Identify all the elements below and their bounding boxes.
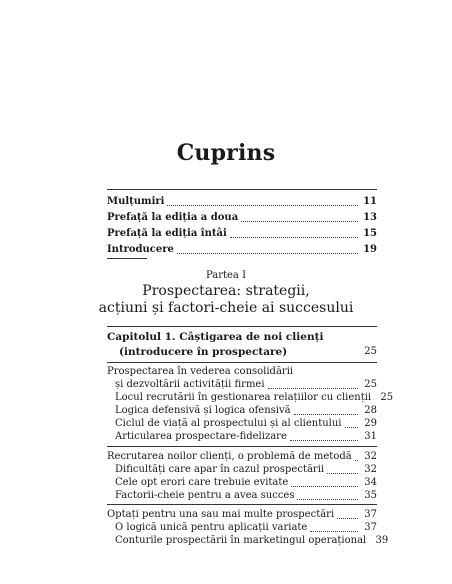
divider-section	[107, 446, 377, 447]
leader-dots	[355, 459, 358, 461]
leader-dots	[294, 413, 358, 415]
divider-top	[107, 189, 377, 190]
toc-entry-page: 19	[363, 244, 377, 255]
toc-entry-page: 25	[380, 392, 394, 403]
toc-entry-label: Mulțumiri	[107, 196, 165, 207]
toc-entry-label: Conturile prospectării în marketingul operațional	[115, 535, 367, 546]
toc-entry-page: 35	[364, 490, 377, 501]
toc-entry-label: Prefață la ediția întâi	[107, 228, 227, 239]
leader-dots	[241, 220, 358, 222]
toc-entry[interactable]	[107, 390, 394, 404]
toc-entry[interactable]	[107, 210, 377, 224]
toc-entry-page: 15	[363, 228, 377, 239]
leader-dots	[297, 498, 358, 500]
leader-dots	[291, 485, 358, 487]
part-title-line: Prospectarea: strategii,	[142, 283, 310, 299]
toc-entry-page: 13	[363, 212, 377, 223]
toc-entry-label: Introducere	[107, 244, 174, 255]
toc-entry-label: și dezvoltării activității firmei	[115, 379, 265, 390]
toc-entry-label: Ciclul de viață al prospectului și al clientului	[115, 418, 342, 429]
part-title-line: acțiuni și factori-cheie ai succesului	[98, 300, 354, 316]
toc-entry-label: Factorii-cheie pentru a avea succes	[115, 490, 295, 501]
toc-entry-page: 25	[364, 379, 377, 390]
toc-entry[interactable]	[107, 242, 377, 256]
leader-dots	[337, 517, 358, 519]
toc-entry-label: O logică unică pentru aplicații variate	[115, 522, 308, 533]
toc-entry[interactable]	[107, 449, 377, 463]
toc-entry[interactable]	[107, 520, 377, 534]
toc-entry[interactable]	[107, 194, 377, 208]
toc-entry-label: Recrutarea noilor clienți, o problemă de metodă	[107, 451, 352, 462]
toc-entry[interactable]	[107, 226, 377, 240]
leader-dots	[167, 204, 358, 206]
toc-entry-page: 31	[364, 431, 377, 442]
toc-entry-label: (introducere în prospectare)	[119, 346, 288, 358]
leader-dots	[290, 355, 358, 356]
toc-entry[interactable]	[107, 429, 377, 443]
toc-entry-page: 37	[364, 522, 377, 533]
toc-entry-page: 28	[364, 405, 377, 416]
leader-dots	[177, 252, 358, 254]
toc-entry-page: 32	[364, 464, 377, 475]
leader-dots	[230, 236, 358, 238]
toc-entry-page: 37	[364, 509, 377, 520]
page-title: Cuprins	[176, 140, 276, 166]
toc-entry-label: Prefață la ediția a doua	[107, 212, 239, 223]
toc-entry-page: 11	[363, 196, 377, 207]
leader-dots	[327, 472, 358, 474]
divider-front-matter-bottom	[107, 258, 147, 259]
toc-entry-page: 34	[364, 477, 377, 488]
toc-entry[interactable]	[107, 403, 377, 417]
leader-dots	[310, 530, 358, 532]
toc-entry[interactable]	[107, 488, 377, 502]
toc-entry-label: Articularea prospectare-fidelizare	[115, 431, 287, 442]
toc-entry[interactable]	[107, 462, 377, 476]
part-label: Partea I	[205, 270, 247, 281]
leader-dots	[290, 439, 358, 441]
toc-entry[interactable]	[107, 533, 389, 547]
toc-entry[interactable]	[107, 377, 377, 391]
divider-section	[107, 504, 377, 505]
toc-entry-label: Optați pentru una sau mai multe prospectări	[107, 509, 335, 520]
toc-entry[interactable]	[107, 475, 377, 489]
toc-entry[interactable]	[107, 507, 377, 521]
toc-entry-page: 32	[364, 451, 377, 462]
toc-entry-label: Dificultăți care apar în cazul prospectării	[115, 464, 325, 475]
toc-entry-page: 39	[375, 535, 389, 546]
part-title	[0, 283, 452, 317]
toc-entry-label: Locul recrutării în gestionarea relațiilor cu clienții	[115, 392, 372, 403]
divider-chapter-top	[107, 326, 377, 327]
toc-entry-page: 25	[364, 346, 377, 357]
section-title-line: Prospectarea în vederea consolidării	[107, 366, 294, 377]
toc-entry-chapter[interactable]	[107, 344, 377, 358]
divider-section	[107, 362, 377, 363]
leader-dots	[345, 426, 359, 428]
toc-entry[interactable]	[107, 416, 377, 430]
toc-entry-label: Cele opt erori care trebuie evitate	[115, 477, 289, 488]
toc-entry-page: 29	[364, 418, 377, 429]
chapter-title-line: Capitolul 1. Câștigarea de noi clienți	[107, 331, 324, 343]
leader-dots	[268, 387, 358, 389]
toc-entry-label: Logica defensivă și logica ofensivă	[115, 405, 291, 416]
